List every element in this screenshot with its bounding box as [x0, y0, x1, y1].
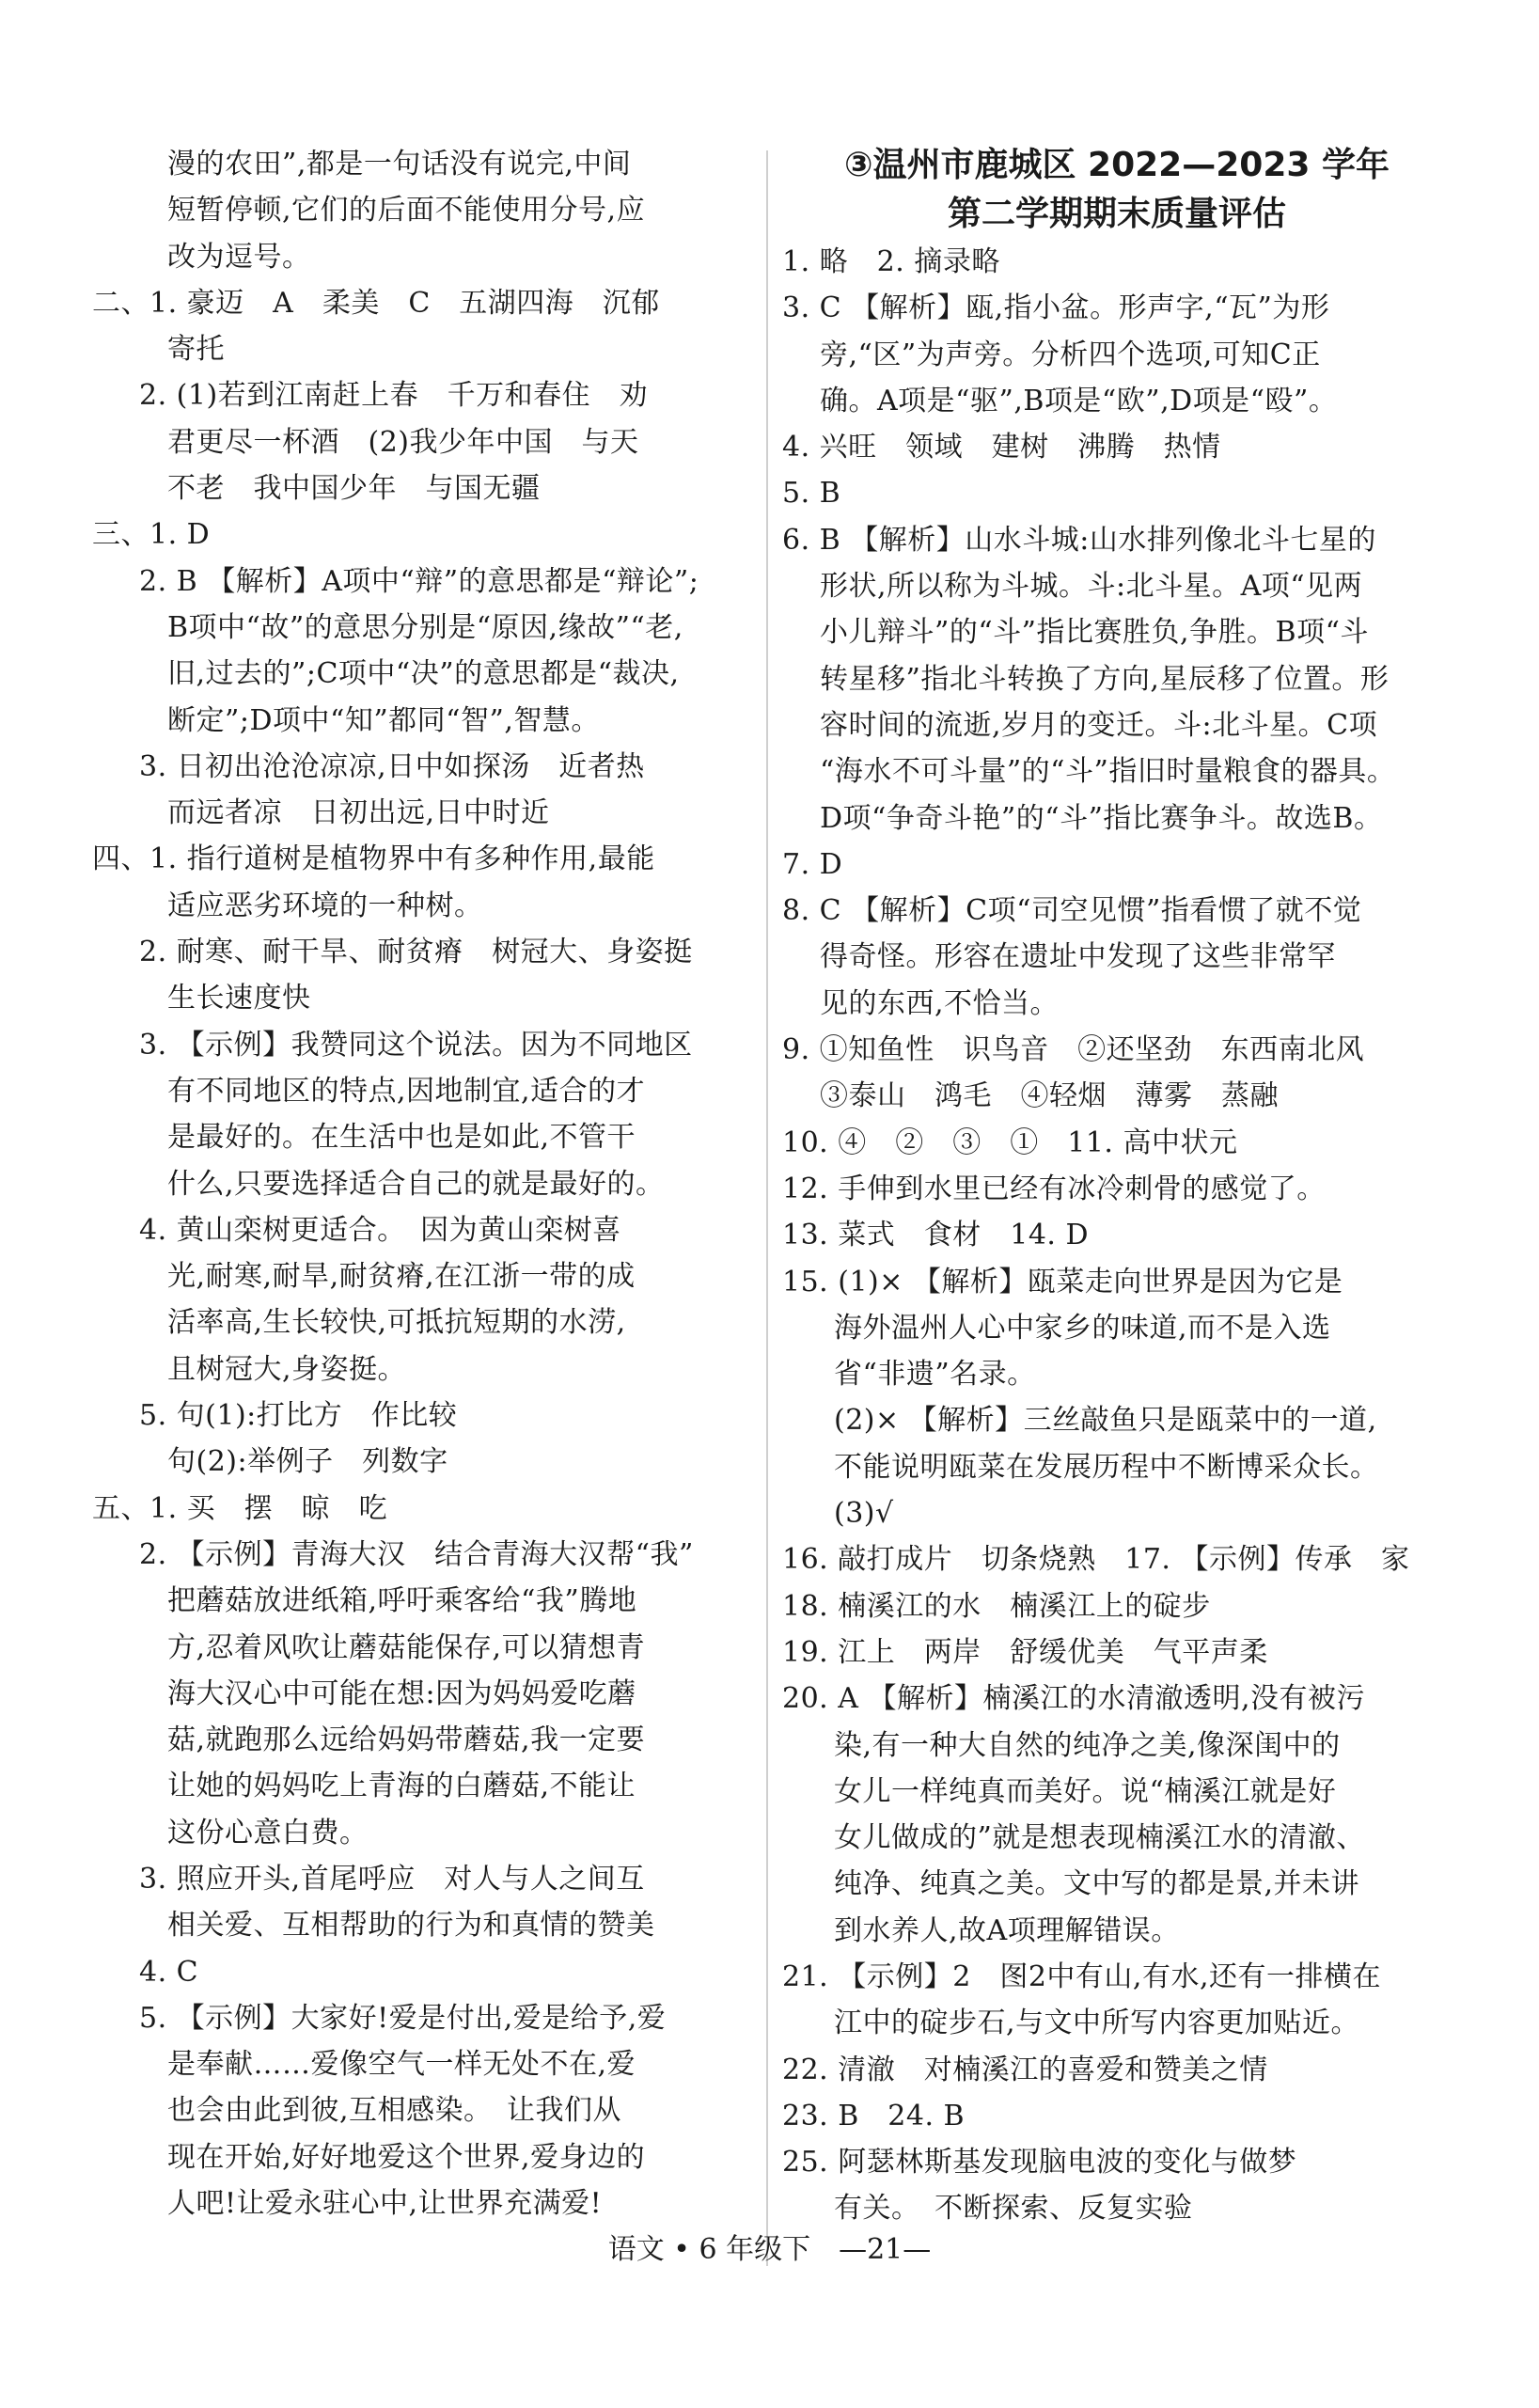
answer-line: 5. B [782, 477, 841, 511]
answer-line: 海大汉心中可能在想:因为妈妈爱吃蘑 [167, 1676, 636, 1710]
answer-line: 3. C 【解析】瓯,指小盆。形声字,“瓦”为形 [782, 291, 1330, 325]
answer-line: 1. 略 2. 摘录略 [782, 245, 1000, 278]
answer-line: 4. C [139, 1955, 199, 1989]
answer-line: 寄托 [167, 333, 225, 367]
answer-line: 13. 菜式 食材 14. D [782, 1219, 1090, 1252]
answer-line: 25. 阿瑟林斯基发现脑电波的变化与做梦 [782, 2146, 1297, 2180]
answer-line: (3)√ [834, 1497, 894, 1531]
answer-line: 女儿做成的”就是想表现楠溪江水的清澈、 [834, 1821, 1365, 1855]
answer-line: 2. 【示例】青海大汉 结合青海大汉帮“我” [139, 1537, 694, 1571]
answer-line: 10. ④ ② ③ ① 11. 高中状元 [782, 1125, 1238, 1159]
answer-line: 3. 照应开头,首尾呼应 对人与人之间互 [139, 1862, 645, 1896]
answer-line: 光,耐寒,耐旱,耐贫瘠,在江浙一带的成 [167, 1260, 636, 1294]
answer-line: 4. 兴旺 领域 建树 沸腾 热情 [782, 431, 1221, 464]
right-answers [782, 239, 1452, 2232]
answer-line: 不老 我中国少年 与国无疆 [167, 472, 541, 506]
right-column [782, 141, 1452, 2232]
answer-line: 20. A 【解析】楠溪江的水清澈透明,没有被污 [782, 1682, 1365, 1716]
answer-line: 而远者凉 日初出远,日中时近 [167, 796, 550, 830]
answer-line: 人吧!让爱永驻心中,让世界充满爱! [167, 2187, 603, 2221]
answer-line: 纯净、纯真之美。文中写的都是景,并未讲 [834, 1867, 1360, 1901]
answer-line: 也会由此到彼,互相感染。 让我们从 [167, 2094, 622, 2128]
answer-line: 相关爱、互相帮助的行为和真情的赞美 [167, 1909, 655, 1943]
answer-line: 海外温州人心中家乡的味道,而不是入选 [834, 1311, 1331, 1345]
answer-line: 21. 【示例】2 图2中有山,有水,还有一排横在 [782, 1959, 1381, 1993]
answer-line: “海水不可斗量”的“斗”指旧时量粮食的器具。 [820, 755, 1396, 789]
answer-line: 6. B 【解析】山水斗城:山水排列像北斗七星的 [782, 523, 1376, 557]
answer-line: 是最好的。在生活中也是如此,不管干 [167, 1121, 636, 1155]
answer-line: 四、1. 指行道树是植物界中有多种作用,最能 [92, 842, 655, 876]
answer-line: 5. 【示例】大家好!爱是付出,爱是给予,爱 [139, 2001, 667, 2035]
answer-line: 23. B 24. B [782, 2099, 966, 2133]
answer-line: 生长速度快 [167, 982, 311, 1015]
answer-line: 有不同地区的特点,因地制宜,适合的才 [167, 1074, 646, 1108]
answer-line: 活率高,生长较快,可抵抗短期的水涝, [167, 1306, 626, 1340]
answer-line: 短暂停顿,它们的后面不能使用分号,应 [167, 194, 646, 228]
section-title-line-1: ③温州市鹿城区 2022—2023 学年 [844, 146, 1390, 184]
answer-line: 9. ①知鱼性 识鸟音 ②还坚劲 东西南北风 [782, 1033, 1365, 1067]
answer-line: 三、1. D [92, 518, 211, 552]
answer-line: 旁,“区”为声旁。分析四个选项,可知C正 [820, 338, 1321, 371]
answer-line: 断定”;D项中“知”都同“智”,智慧。 [167, 703, 600, 737]
answer-line: 19. 江上 两岸 舒缓优美 气平声柔 [782, 1635, 1268, 1669]
answer-line: 2. (1)若到江南赶上春 千万和春住 劝 [139, 379, 649, 413]
answer-line: 7. D [782, 847, 843, 881]
answer-line: (2)× 【解析】三丝敲鱼只是瓯菜中的一道, [834, 1404, 1377, 1438]
answer-line: 2. 耐寒、耐干旱、耐贫瘠 树冠大、身姿挺 [139, 936, 693, 969]
answer-line: 染,有一种大自然的纯净之美,像深闺中的 [834, 1728, 1341, 1762]
answer-line: 转星移”指北斗转换了方向,星辰移了位置。形 [820, 662, 1390, 696]
answer-line: 把蘑菇放进纸箱,呼吁乘客给“我”腾地 [167, 1584, 637, 1618]
answer-line: 适应恶劣环境的一种树。 [167, 889, 483, 922]
answer-line: 且树冠大,身姿挺。 [167, 1352, 407, 1386]
answer-line: 不能说明瓯菜在发展历程中不断博采众长。 [834, 1450, 1379, 1484]
answer-line: 句(2):举例子 列数字 [167, 1445, 448, 1479]
answer-line: 12. 手伸到水里已经有冰冷刺骨的感觉了。 [782, 1172, 1326, 1205]
answer-line: B项中“故”的意思分别是“原因,缘故”“老, [167, 610, 683, 644]
answer-line: 到水养人,故A项理解错误。 [834, 1913, 1180, 1947]
answer-line: 得奇怪。形容在遗址中发现了这些非常罕 [820, 940, 1336, 974]
answer-line: 3. 日初出沧沧凉凉,日中如探汤 近者热 [139, 749, 645, 783]
answer-line: 改为逗号。 [167, 240, 311, 274]
answer-line: 确。A项是“驱”,B项是“欧”,D项是“殴”。 [820, 384, 1338, 417]
section-title-line-2: 第二学期期末质量评估 [947, 195, 1286, 233]
answer-line: 小儿辩斗”的“斗”指比赛胜负,争胜。B项“斗 [820, 616, 1369, 650]
answer-line: 22. 清澈 对楠溪江的喜爱和赞美之情 [782, 2053, 1268, 2086]
answer-line: 18. 楠溪江的水 楠溪江上的碇步 [782, 1589, 1211, 1623]
answer-line: 漫的农田”,都是一句话没有说完,中间 [167, 148, 632, 181]
answer-line: 省“非遗”名录。 [834, 1358, 1036, 1392]
answer-line: 君更尽一杯酒 (2)我少年中国 与天 [167, 425, 639, 459]
answer-line: 这份心意白费。 [167, 1816, 369, 1849]
answer-line: 5. 句(1):打比方 作比较 [139, 1399, 458, 1433]
answer-line: 4. 黄山栾树更适合。 因为黄山栾树喜 [139, 1213, 621, 1247]
answer-line: 形状,所以称为斗城。斗:北斗星。A项“见两 [820, 570, 1363, 604]
answer-line: 容时间的流逝,岁月的变迁。斗:北斗星。C项 [820, 708, 1378, 742]
answer-line: 是奉献……爱像空气一样无处不在,爱 [167, 2048, 636, 2082]
answer-line: 让她的妈妈吃上青海的白蘑菇,不能让 [167, 1770, 636, 1803]
answer-line: 2. B 【解析】A项中“辩”的意思都是“辩论”; [139, 564, 699, 598]
answer-line: ③泰山 鸿毛 ④轻烟 薄雾 蒸融 [820, 1079, 1279, 1113]
answer-line: 3. 【示例】我赞同这个说法。因为不同地区 [139, 1028, 693, 1062]
left-column [83, 141, 750, 2227]
answer-line: 什么,只要选择适合自己的就是最好的。 [167, 1167, 665, 1201]
answer-line: 江中的碇步石,与文中所写内容更加贴近。 [834, 2007, 1360, 2040]
answer-line: 女儿一样纯真而美好。说“楠溪江就是好 [834, 1774, 1337, 1808]
answer-line: 8. C 【解析】C项“司空见惯”指看惯了就不觉 [782, 894, 1362, 928]
answer-line: 16. 敲打成片 切条烧熟 17. 【示例】传承 家 [782, 1543, 1410, 1577]
page-footer: 语文 • 6 年级下 —21— [607, 2233, 932, 2266]
answer-line: 见的东西,不恰当。 [820, 986, 1060, 1020]
answer-line: 方,忍着风吹让蘑菇能保存,可以猜想青 [167, 1630, 646, 1664]
answer-line: 现在开始,好好地爱这个世界,爱身边的 [167, 2140, 646, 2174]
answer-line: D项“争奇斗艳”的“斗”指比赛争斗。故选B。 [820, 801, 1383, 835]
answer-line: 有关。 不断探索、反复实验 [834, 2192, 1193, 2226]
answer-line: 15. (1)× 【解析】瓯菜走向世界是因为它是 [782, 1265, 1343, 1298]
answer-line: 菇,就跑那么远给妈妈带蘑菇,我一定要 [167, 1723, 646, 1757]
answer-line: 五、1. 买 摆 晾 吃 [92, 1491, 388, 1525]
answer-line: 二、1. 豪迈 A 柔美 C 五湖四海 沉郁 [92, 286, 660, 320]
answer-line: 旧,过去的”;C项中“决”的意思都是“裁决, [167, 657, 680, 691]
column-divider [766, 150, 768, 2266]
